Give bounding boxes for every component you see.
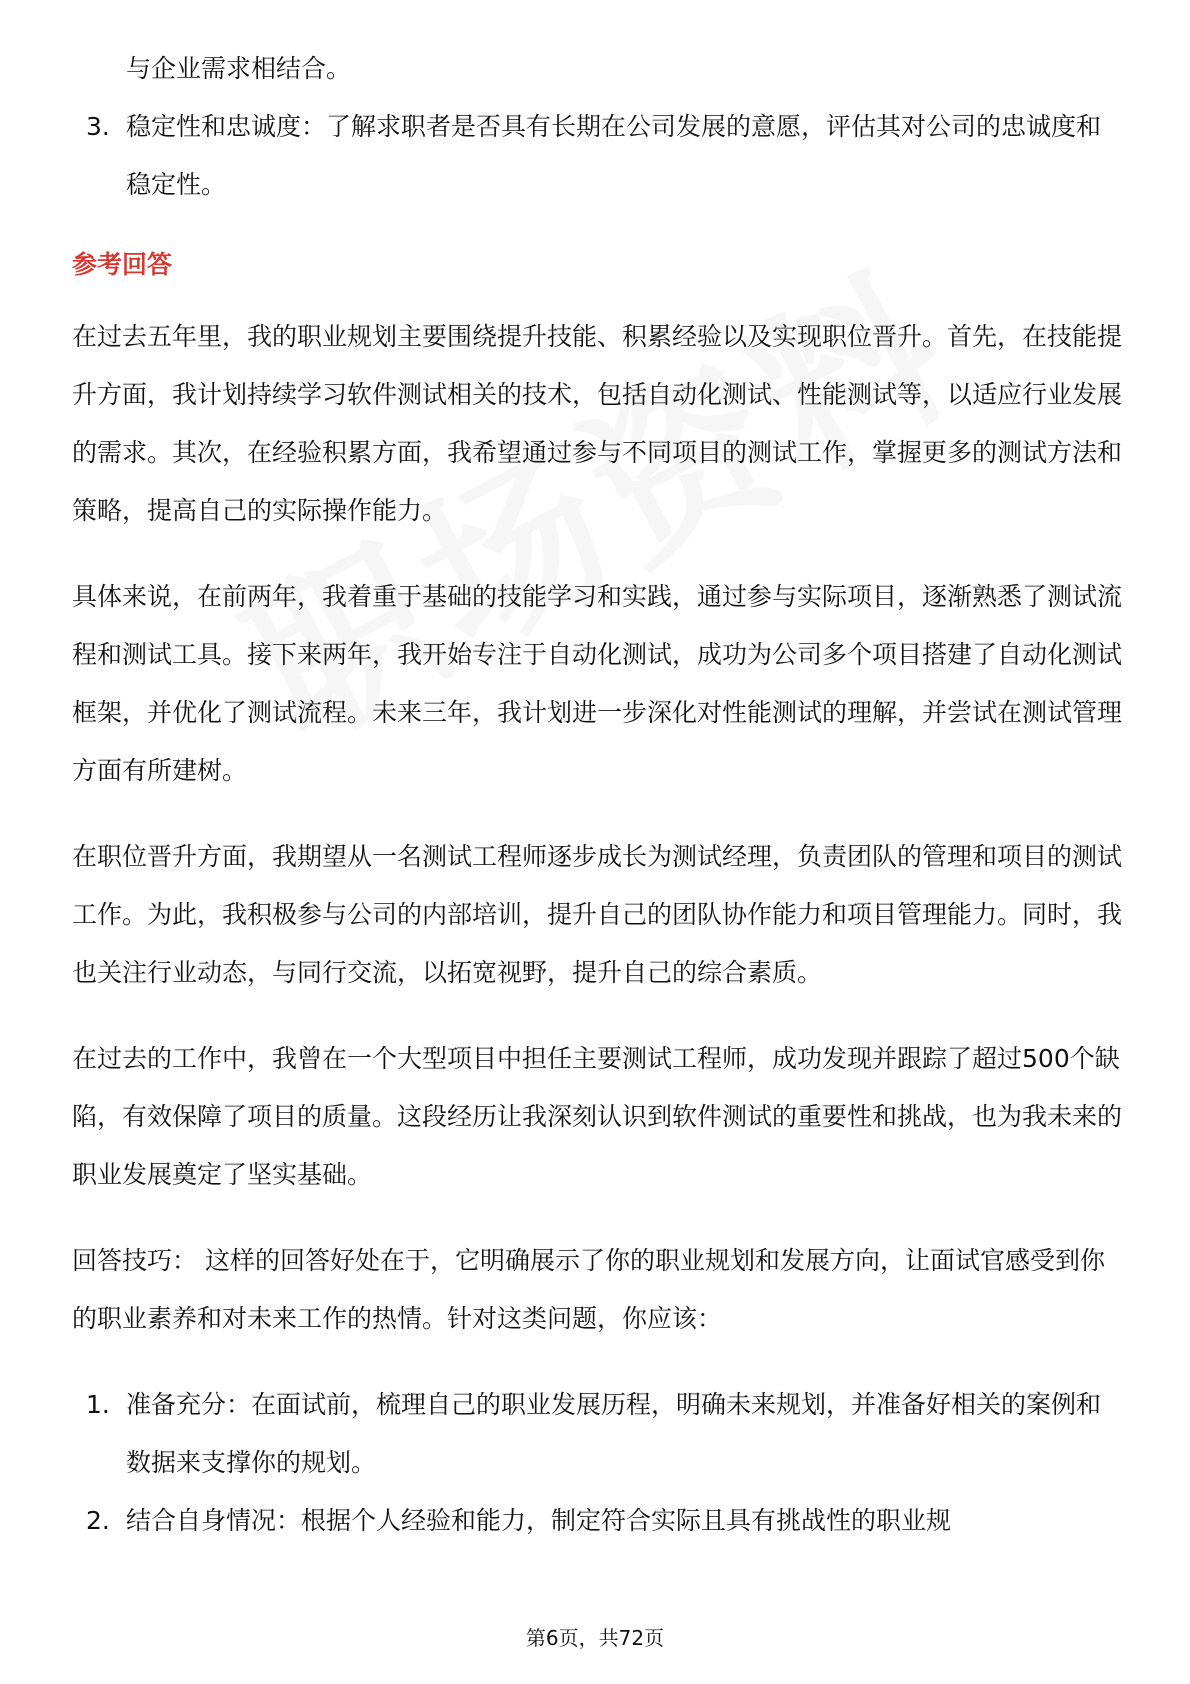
list-item: [72, 1492, 1122, 1550]
answer-paragraph-4: 在过去的工作中，我曾在一个大型项目中担任主要测试工程师，成功发现并跟踪了超过500个缺陷，有效保障了项目的质量。这段经历让我深刻认识到软件测试的重要性和挑战，也为我未来的职业发展奠定了坚实基础。: [72, 1044, 1123, 1189]
section-heading: 参考回答: [72, 250, 173, 279]
tips-paragraph: 回答技巧： 这样的回答好处在于，它明确展示了你的职业规划和发展方向，让面试官感受到你的职业素养和对未来工作的热情。针对这类问题，你应该：: [72, 1246, 1105, 1333]
list-item-text: 稳定性和忠诚度：了解求职者是否具有长期在公司发展的意愿，评估其对公司的忠诚度和稳定性。: [126, 112, 1102, 199]
list-item-number: 3.: [86, 112, 110, 141]
top-list: [72, 98, 1122, 214]
answer-paragraph-3: 在职位晋升方面，我期望从一名测试工程师逐步成长为测试经理，负责团队的管理和项目的测试工作。为此，我积极参与公司的内部培训，提升自己的团队协作能力和项目管理能力。同时，我也关注行业动态，与同行交流，以拓宽视野，提升自己的综合素质。: [72, 842, 1123, 987]
list-item: [72, 98, 1122, 214]
bottom-list: [72, 1376, 1122, 1550]
list-item-text: 准备充分：在面试前，梳理自己的职业发展历程，明确未来规划，并准备好相关的案例和数据来支撑你的规划。: [126, 1390, 1102, 1477]
answer-paragraph-2: 具体来说，在前两年，我着重于基础的技能学习和实践，通过参与实际项目，逐渐熟悉了测试流程和测试工具。接下来两年，我开始专注于自动化测试，成功为公司多个项目搭建了自动化测试框架，并优化了测试流程。未来三年，我计划进一步深化对性能测试的理解，并尝试在测试管理方面有所建树。: [72, 582, 1123, 785]
list-item-text: 结合自身情况：根据个人经验和能力，制定符合实际且具有挑战性的职业规: [126, 1506, 952, 1535]
list-item-number: 2.: [86, 1506, 110, 1535]
continuation-line: 与企业需求相结合。: [126, 54, 352, 83]
page-content: [72, 40, 1122, 1550]
answer-paragraph-1: 在过去五年里，我的职业规划主要围绕提升技能、积累经验以及实现职位晋升。首先，在技能提升方面，我计划持续学习软件测试相关的技术，包括自动化测试、性能测试等，以适应行业发展的需求。其次，在经验积累方面，我希望通过参与不同项目的测试工作，掌握更多的测试方法和策略，提高自己的实际操作能力。: [72, 322, 1123, 525]
list-item-number: 1.: [86, 1390, 110, 1419]
page-footer: 第6页，共72页: [525, 1626, 665, 1650]
list-item: [72, 1376, 1122, 1492]
